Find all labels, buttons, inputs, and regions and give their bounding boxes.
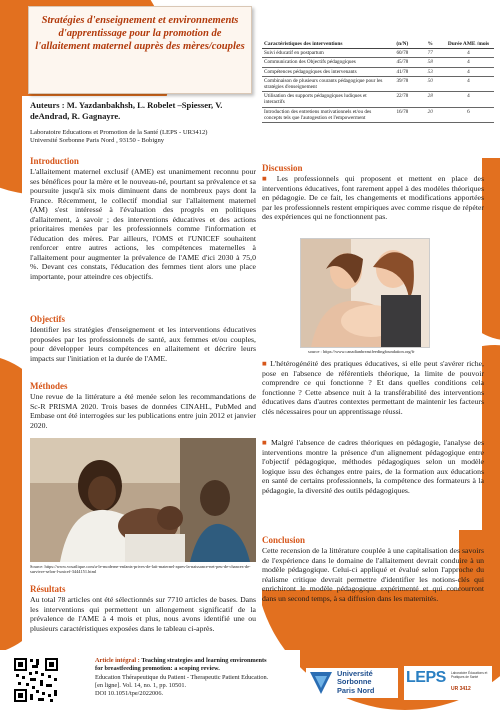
photo-mother-baby-left [30,438,256,562]
discussion-p3-text: Malgré l'absence de cadres théoriques en pédagogie, l'analyse des interventions montre la présence d'un alignement pédagogique entre l'objectif pédagogique, méthodes pédagogiques selon un modèle logique issu des échanges entre pairs, de la formation aux éducations en santé de certains professionnels, la compétence des formateurs à la pédagogie, la diversité des outils pédagogiques. [262,438,484,495]
table-cell: Communication des Objectifs pédagogiques [262,58,387,67]
conclusion-section [262,535,484,603]
table-cell: 60/78 [387,49,417,58]
conclusion-heading: Conclusion [262,535,306,545]
table-cell: 4 [443,49,494,58]
table-row [262,49,494,58]
table-cell: 16/78 [387,107,417,122]
discussion-paragraph-2 [262,359,484,416]
table-cell: Combinaison de plusieurs courants pédagogique pour les stratégies d'enseignement [262,76,387,91]
article-doi: DOI 10.1051/tpe/2022006. [95,690,164,698]
table-cell: Introduction des entretiens motivationnels et/ou des concepts tels que l'autogestion et l'empowerment [262,107,387,122]
table-cell: 39/78 [387,76,417,91]
table-cell: Utilisation des supports pédagogiques ludiques et interactifs [262,92,387,107]
bullet-icon: ■ [262,174,277,183]
table-row [262,58,494,67]
table-header-row [262,40,494,49]
poster-title: Stratégies d'enseignement et environnements d'apprentissage pour la promotion de l'allaitement maternel auprès des mères/couples [35,15,245,52]
poster-title-box [28,6,252,94]
photo-mother-baby-right [300,238,430,348]
introduction-heading: Introduction [30,156,79,166]
table-header-cell: (n/N) [387,40,417,49]
discussion-p2-text: L'hétérogénéité des pratiques éducatives, si elle peut s'avérer riche, pose en l'absence de référentiels théorique, la limite de pouvoir comprendre ce qui fonctionne ? Et dans quelles conditions cela fonctionne ? Cette absence nuit à la transférabilité des interventions éducatives dans d'autres contextes permettant de maintenir les facteurs clés nécessaires pour un apprentissage réussi. [262,359,484,416]
table-cell: 6 [443,107,494,122]
table-cell: 4 [443,92,494,107]
discussion-section-3 [262,438,484,495]
discussion-section [262,163,484,222]
resultats-heading: Résultats [30,584,66,594]
usp-logo [306,668,398,698]
bullet-icon: ■ [262,438,271,447]
bullet-icon: ■ [262,359,271,368]
discussion-paragraph-1 [262,174,484,222]
discussion-section-2 [262,359,484,416]
article-label: Article intégral : [95,657,140,664]
photo-illustration [301,239,429,347]
qr-code[interactable] [12,656,60,704]
usp-line-2: Sorbonne [337,677,372,687]
lab-affiliation [30,129,256,146]
resultats-text: Au total 78 articles ont été sélectionnés sur 7710 articles de bases. Dans les interventions qui permettent un allongement significatif de la prévalence de l'AME à 4 mois et plus, nous avons identifié une ou plusieurs caractéristiques exposées dans le tableau ci-après. [30,595,256,633]
objectifs-section [30,314,256,363]
table-cell: 50 [417,76,443,91]
methodes-text: Une revue de la littérature a été menée selon les recommandations de Sc-R PRISMA 2020. Trois bases de données CINAHL, PubMed and Embase ont été interrogées sur les publications entre juin 2012 et janvier 2020. [30,392,256,430]
objectifs-text: Identifier les stratégies d'enseignement et les interventions éducatives proposées par les professionnels de santé, aux femmes et/ou couples, pour développer leurs compétences en allaitement et décrire leurs impacts sur l'initiation et la durée de l'AME. [30,325,256,363]
table-header-cell: Durée AME /mois [443,40,494,49]
article-journal: Education Thérapeutique du Patient - Therapeutic Patient Education. [en ligne]. Vol. 14, no. 1, pp. 10501. [95,673,269,689]
table-row [262,107,494,122]
table-row [262,67,494,76]
usp-logo-icon [308,670,334,696]
photo-right-caption: source : https://www.canadianbreastfeedingfoundation.org/fr [308,349,415,354]
table-row [262,92,494,107]
photo-illustration [30,438,256,562]
results-table-wrapper [262,40,494,123]
table-header-cell: % [417,40,443,49]
article-title: Teaching strategies and learning environments for breastfeeding promotion: a scoping review. [95,657,267,673]
table-cell: Suivi éducatif en postpartum [262,49,387,58]
introduction-text: L'allaitement maternel exclusif (AME) est unanimement reconnu pour ses bénéfices pour la mère et le nouveau-né, pourtant sa prévalence et sa poursuite jusqu'à six mois diminuent dans de nombreux pays dont la France. Récemment, le collectif mondial sur l'allaitement maternel (AM) s'est intéressé à l'évaluation des progrès en politiques d'allaitement, à savoir ; des interventions éducatives et des actions prioritaires menées par les professionnels comme l'information et l'éducation des mères. Par ailleurs, l'OMS et l'UNICEF souhaitent renforcer entre autres actions, les compétences maternelles à l'allaitement pour augmenter la prévalence de l'AME d'ici 2030 à 75,0 %. Devant ces constats, l'éducation des femmes tient alors une place importante, pour atteindre ces objectifs. [30,167,256,282]
table-cell: 4 [443,67,494,76]
table-cell: 45/78 [387,58,417,67]
table-cell: 41/78 [387,67,417,76]
lab-line-1: Laboratoire Educations et Promotion de la Santé (LEPS - UR3412) [30,129,208,136]
qr-code-icon [12,656,60,704]
authors: Auteurs : M. Yazdanbakhsh, L. Robelet –Spiesser, V. deAndrad, R. Gagnayre. [30,100,223,121]
table-row [262,76,494,91]
leps-wordmark: LEPS [406,669,446,686]
methodes-heading: Méthodes [30,381,68,391]
article-reference [95,657,270,698]
lab-line-2: Université Sorbonne Paris Nord , 93150 - Bobigny [30,137,165,145]
discussion-p1-text: Les professionnels qui proposent et mettent en place des interventions éducatives, font rarement appel à des modèles théoriques en pédagogie. De ce fait, les changements et modifications apportées par les professionnels restent empiriques avec comme risque de répéter des expériences qui ne fonctionnent pas. [262,174,484,222]
table-header-cell: Caractéristiques des interventions [262,40,387,49]
discussion-paragraph-3 [262,438,484,495]
resultats-section [30,584,256,633]
table-cell: 53 [417,67,443,76]
table-cell: 4 [443,76,494,91]
table-cell: 58 [417,58,443,67]
discussion-heading: Discussion [262,163,303,173]
table-cell: 22/78 [387,92,417,107]
table-cell: 20 [417,107,443,122]
table-cell: 4 [443,58,494,67]
table-body [262,49,494,123]
photo-left-caption: Source: https://www.vosatlique.com/a-le-moderne-enfants-prives-de-lait-maternel-apres-la-naissance-net-peu-de-chances-de-survivre-selon-l-unicef-3444151.html [30,564,251,575]
table-cell: 77 [417,49,443,58]
leps-logo [404,666,492,700]
objectifs-heading: Objectifs [30,314,65,324]
table-cell: Compétences pédagogiques des intervenants [262,67,387,76]
leps-subtitle: Laboratoire Éducations et Pratiques de Santé [451,671,488,679]
leps-code: UR 3412 [451,686,471,692]
results-table [262,40,494,123]
usp-line-1: Université [337,669,373,678]
introduction-section [30,156,256,282]
table-cell: 28 [417,92,443,107]
usp-line-3: Paris Nord [337,685,375,695]
methodes-section [30,381,256,430]
conclusion-text: Cette recension de la littérature couplée à une capitalisation des savoirs de l'expérience dans le domaine de l'allaitement devrait conduire à un modèle pédagogique. Celui-ci appliqué et évalué selon l'approche du réalisme critique devrait permettre d'identifier les notions-clés qui enrichiront le modèle pédagogique expérimenté et qui concourront dans un second temps, à sa diffusion dans les maternités. [262,546,484,603]
